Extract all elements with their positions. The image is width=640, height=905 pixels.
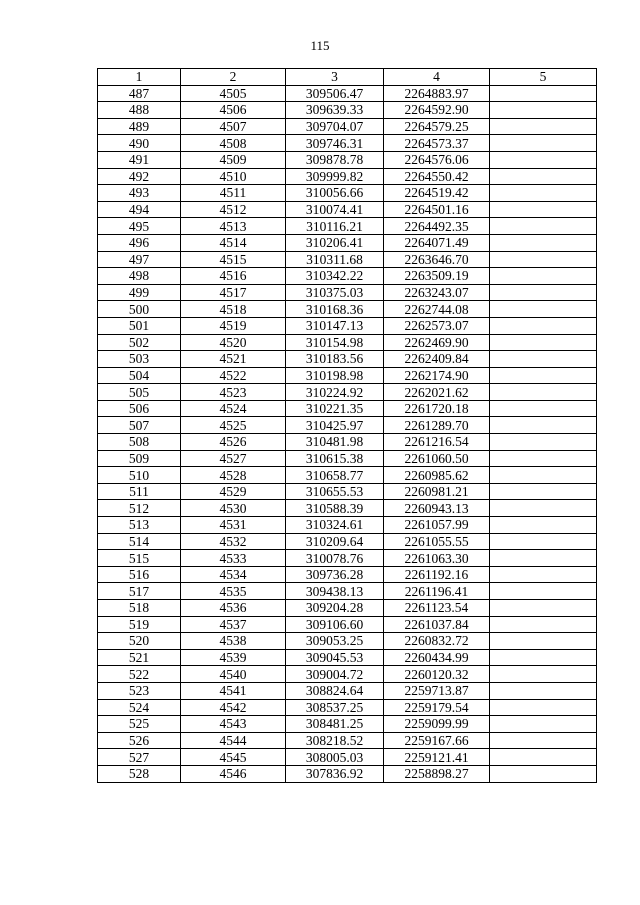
table-cell-col-1: 509 <box>98 450 181 467</box>
table-cell-col-3: 310324.61 <box>286 517 384 534</box>
table-cell-col-1: 487 <box>98 85 181 102</box>
table-row <box>98 533 597 550</box>
table-cell-col-2: 4520 <box>181 334 286 351</box>
table-row <box>98 367 597 384</box>
table-cell-col-3: 309506.47 <box>286 85 384 102</box>
table-cell-col-4: 2262744.08 <box>384 301 490 318</box>
table-cell-col-3: 310206.41 <box>286 234 384 251</box>
table-cell-col-5 <box>490 749 597 766</box>
header-col-4: 4 <box>384 69 490 86</box>
table-cell-col-3: 310116.21 <box>286 218 384 235</box>
table-row <box>98 666 597 683</box>
table-cell-col-4: 2262469.90 <box>384 334 490 351</box>
table-cell-col-4: 2260434.99 <box>384 649 490 666</box>
table-cell-col-2: 4542 <box>181 699 286 716</box>
table-cell-col-4: 2258898.27 <box>384 765 490 782</box>
table-cell-col-5 <box>490 533 597 550</box>
table-cell-col-1: 499 <box>98 284 181 301</box>
table-cell-col-2: 4535 <box>181 583 286 600</box>
table-cell-col-3: 310311.68 <box>286 251 384 268</box>
table-cell-col-3: 310168.36 <box>286 301 384 318</box>
table-cell-col-3: 310154.98 <box>286 334 384 351</box>
table-row <box>98 566 597 583</box>
table-cell-col-5 <box>490 467 597 484</box>
table-cell-col-5 <box>490 682 597 699</box>
table-cell-col-1: 517 <box>98 583 181 600</box>
table-cell-col-5 <box>490 649 597 666</box>
table-cell-col-4: 2263646.70 <box>384 251 490 268</box>
table-cell-col-4: 2264592.90 <box>384 102 490 119</box>
table-cell-col-4: 2261192.16 <box>384 566 490 583</box>
table-row <box>98 682 597 699</box>
table-row <box>98 400 597 417</box>
coordinates-table <box>97 68 597 783</box>
table-cell-col-4: 2261037.84 <box>384 616 490 633</box>
table-row <box>98 201 597 218</box>
table-cell-col-2: 4539 <box>181 649 286 666</box>
table-cell-col-4: 2264883.97 <box>384 85 490 102</box>
header-row <box>98 69 597 86</box>
table-cell-col-1: 494 <box>98 201 181 218</box>
table-cell-col-3: 310198.98 <box>286 367 384 384</box>
table-cell-col-4: 2259121.41 <box>384 749 490 766</box>
table-row <box>98 517 597 534</box>
table-cell-col-5 <box>490 600 597 617</box>
table-cell-col-1: 500 <box>98 301 181 318</box>
table-cell-col-3: 310209.64 <box>286 533 384 550</box>
table-cell-col-4: 2262573.07 <box>384 317 490 334</box>
table-cell-col-3: 307836.92 <box>286 765 384 782</box>
table-cell-col-3: 309106.60 <box>286 616 384 633</box>
table-row <box>98 185 597 202</box>
table-cell-col-2: 4546 <box>181 765 286 782</box>
table-row <box>98 351 597 368</box>
table-cell-col-2: 4527 <box>181 450 286 467</box>
table-cell-col-1: 522 <box>98 666 181 683</box>
table-cell-col-2: 4509 <box>181 151 286 168</box>
table-cell-col-4: 2259713.87 <box>384 682 490 699</box>
table-cell-col-1: 498 <box>98 268 181 285</box>
table-cell-col-5 <box>490 483 597 500</box>
table-cell-col-3: 310183.56 <box>286 351 384 368</box>
table-cell-col-4: 2260832.72 <box>384 633 490 650</box>
table-cell-col-3: 309204.28 <box>286 600 384 617</box>
table-cell-col-1: 492 <box>98 168 181 185</box>
table-cell-col-4: 2261720.18 <box>384 400 490 417</box>
table-row <box>98 450 597 467</box>
table-cell-col-1: 521 <box>98 649 181 666</box>
table-row <box>98 168 597 185</box>
table-cell-col-4: 2264550.42 <box>384 168 490 185</box>
table-row <box>98 616 597 633</box>
table-cell-col-2: 4508 <box>181 135 286 152</box>
table-cell-col-2: 4544 <box>181 732 286 749</box>
table-cell-col-4: 2259179.54 <box>384 699 490 716</box>
table-row <box>98 649 597 666</box>
table-cell-col-5 <box>490 185 597 202</box>
table-cell-col-5 <box>490 118 597 135</box>
table-cell-col-3: 309053.25 <box>286 633 384 650</box>
table-cell-col-1: 496 <box>98 234 181 251</box>
table-cell-col-1: 497 <box>98 251 181 268</box>
table-cell-col-3: 310615.38 <box>286 450 384 467</box>
table-cell-col-2: 4533 <box>181 550 286 567</box>
table-cell-col-4: 2261216.54 <box>384 434 490 451</box>
table-cell-col-5 <box>490 367 597 384</box>
table-row <box>98 317 597 334</box>
table-cell-col-2: 4523 <box>181 384 286 401</box>
page-number: 115 <box>310 38 330 53</box>
table-cell-col-1: 505 <box>98 384 181 401</box>
table-cell-col-1: 507 <box>98 417 181 434</box>
table-cell-col-2: 4541 <box>181 682 286 699</box>
table-cell-col-5 <box>490 135 597 152</box>
table-cell-col-5 <box>490 234 597 251</box>
table-cell-col-3: 308481.25 <box>286 716 384 733</box>
table-cell-col-1: 489 <box>98 118 181 135</box>
table-cell-col-5 <box>490 168 597 185</box>
table-row <box>98 384 597 401</box>
table-cell-col-1: 511 <box>98 483 181 500</box>
table-cell-col-3: 310658.77 <box>286 467 384 484</box>
table-cell-col-2: 4506 <box>181 102 286 119</box>
table-cell-col-5 <box>490 500 597 517</box>
table-row <box>98 151 597 168</box>
table-cell-col-5 <box>490 102 597 119</box>
table-row <box>98 434 597 451</box>
table-row <box>98 268 597 285</box>
table-cell-col-2: 4537 <box>181 616 286 633</box>
table-cell-col-2: 4529 <box>181 483 286 500</box>
table-row <box>98 699 597 716</box>
table-cell-col-4: 2262409.84 <box>384 351 490 368</box>
table-cell-col-3: 310481.98 <box>286 434 384 451</box>
table-cell-col-2: 4518 <box>181 301 286 318</box>
table-cell-col-5 <box>490 550 597 567</box>
table-cell-col-1: 513 <box>98 517 181 534</box>
table-cell-col-2: 4528 <box>181 467 286 484</box>
table-cell-col-4: 2261196.41 <box>384 583 490 600</box>
table-cell-col-5 <box>490 218 597 235</box>
table-cell-col-5 <box>490 666 597 683</box>
table-cell-col-2: 4505 <box>181 85 286 102</box>
table-cell-col-4: 2261289.70 <box>384 417 490 434</box>
table-cell-col-5 <box>490 85 597 102</box>
table-cell-col-1: 515 <box>98 550 181 567</box>
table-cell-col-4: 2262174.90 <box>384 367 490 384</box>
table-cell-col-1: 519 <box>98 616 181 633</box>
table-cell-col-5 <box>490 616 597 633</box>
table-cell-col-3: 308218.52 <box>286 732 384 749</box>
table-cell-col-5 <box>490 351 597 368</box>
table-cell-col-2: 4510 <box>181 168 286 185</box>
table-cell-col-2: 4521 <box>181 351 286 368</box>
table-cell-col-1: 520 <box>98 633 181 650</box>
table-cell-col-3: 310425.97 <box>286 417 384 434</box>
table-cell-col-5 <box>490 732 597 749</box>
table-cell-col-2: 4540 <box>181 666 286 683</box>
table-row <box>98 732 597 749</box>
table-row <box>98 749 597 766</box>
table-cell-col-4: 2264519.42 <box>384 185 490 202</box>
table-cell-col-5 <box>490 284 597 301</box>
table-cell-col-3: 310342.22 <box>286 268 384 285</box>
table-cell-col-2: 4530 <box>181 500 286 517</box>
table-cell-col-1: 518 <box>98 600 181 617</box>
header-col-3: 3 <box>286 69 384 86</box>
table-cell-col-3: 309004.72 <box>286 666 384 683</box>
table-row <box>98 765 597 782</box>
table-cell-col-2: 4507 <box>181 118 286 135</box>
table-cell-col-3: 308005.03 <box>286 749 384 766</box>
table-cell-col-1: 523 <box>98 682 181 699</box>
table-cell-col-3: 310588.39 <box>286 500 384 517</box>
table-cell-col-1: 516 <box>98 566 181 583</box>
table-row <box>98 102 597 119</box>
table-cell-col-3: 309999.82 <box>286 168 384 185</box>
table-cell-col-3: 309746.31 <box>286 135 384 152</box>
table-cell-col-4: 2264573.37 <box>384 135 490 152</box>
table-cell-col-3: 309878.78 <box>286 151 384 168</box>
table-cell-col-2: 4532 <box>181 533 286 550</box>
table-cell-col-1: 502 <box>98 334 181 351</box>
table-row <box>98 417 597 434</box>
table-cell-col-1: 514 <box>98 533 181 550</box>
table-cell-col-4: 2263243.07 <box>384 284 490 301</box>
table-cell-col-3: 308537.25 <box>286 699 384 716</box>
table-cell-col-5 <box>490 517 597 534</box>
header-col-2: 2 <box>181 69 286 86</box>
table-cell-col-3: 309045.53 <box>286 649 384 666</box>
table-header <box>98 69 597 86</box>
table-cell-col-4: 2260943.13 <box>384 500 490 517</box>
table-cell-col-1: 495 <box>98 218 181 235</box>
table-cell-col-5 <box>490 633 597 650</box>
table-cell-col-5 <box>490 301 597 318</box>
table-cell-col-3: 310655.53 <box>286 483 384 500</box>
table-cell-col-4: 2264501.16 <box>384 201 490 218</box>
table-cell-col-2: 4543 <box>181 716 286 733</box>
table-row <box>98 500 597 517</box>
table-cell-col-4: 2264071.49 <box>384 234 490 251</box>
table-cell-col-1: 490 <box>98 135 181 152</box>
table-cell-col-2: 4517 <box>181 284 286 301</box>
table-cell-col-1: 527 <box>98 749 181 766</box>
table-cell-col-3: 310074.41 <box>286 201 384 218</box>
table-cell-col-2: 4515 <box>181 251 286 268</box>
table-cell-col-2: 4526 <box>181 434 286 451</box>
table-cell-col-2: 4531 <box>181 517 286 534</box>
table-cell-col-4: 2264576.06 <box>384 151 490 168</box>
table-cell-col-5 <box>490 450 597 467</box>
table-cell-col-1: 510 <box>98 467 181 484</box>
table-cell-col-4: 2262021.62 <box>384 384 490 401</box>
table-body <box>98 85 597 782</box>
table-cell-col-2: 4514 <box>181 234 286 251</box>
table-cell-col-4: 2263509.19 <box>384 268 490 285</box>
table-cell-col-1: 504 <box>98 367 181 384</box>
table-cell-col-5 <box>490 317 597 334</box>
table-cell-col-2: 4522 <box>181 367 286 384</box>
table-cell-col-4: 2261123.54 <box>384 600 490 617</box>
table-cell-col-2: 4516 <box>181 268 286 285</box>
table-cell-col-3: 309438.13 <box>286 583 384 600</box>
header-col-5: 5 <box>490 69 597 86</box>
table-row <box>98 583 597 600</box>
table-row <box>98 467 597 484</box>
table-cell-col-5 <box>490 400 597 417</box>
table-cell-col-1: 488 <box>98 102 181 119</box>
table-cell-col-4: 2259099.99 <box>384 716 490 733</box>
table-cell-col-3: 310078.76 <box>286 550 384 567</box>
table-cell-col-1: 528 <box>98 765 181 782</box>
table-cell-col-4: 2260981.21 <box>384 483 490 500</box>
table-cell-col-4: 2261055.55 <box>384 533 490 550</box>
table-cell-col-5 <box>490 201 597 218</box>
table-cell-col-5 <box>490 151 597 168</box>
table-row <box>98 251 597 268</box>
table-cell-col-3: 309704.07 <box>286 118 384 135</box>
table-cell-col-5 <box>490 251 597 268</box>
table-cell-col-1: 526 <box>98 732 181 749</box>
table-row <box>98 118 597 135</box>
table-row <box>98 234 597 251</box>
table-cell-col-4: 2260985.62 <box>384 467 490 484</box>
table-cell-col-2: 4512 <box>181 201 286 218</box>
table-cell-col-2: 4524 <box>181 400 286 417</box>
table-row <box>98 600 597 617</box>
table-cell-col-1: 501 <box>98 317 181 334</box>
table-row <box>98 550 597 567</box>
table-cell-col-1: 491 <box>98 151 181 168</box>
table-cell-col-5 <box>490 566 597 583</box>
table-cell-col-5 <box>490 716 597 733</box>
table-row <box>98 716 597 733</box>
table-cell-col-5 <box>490 434 597 451</box>
table-cell-col-1: 512 <box>98 500 181 517</box>
table-cell-col-1: 493 <box>98 185 181 202</box>
table-cell-col-4: 2264492.35 <box>384 218 490 235</box>
table-cell-col-5 <box>490 268 597 285</box>
table-row <box>98 633 597 650</box>
table-cell-col-5 <box>490 699 597 716</box>
table-cell-col-2: 4545 <box>181 749 286 766</box>
table-cell-col-5 <box>490 765 597 782</box>
table-cell-col-2: 4534 <box>181 566 286 583</box>
table-cell-col-5 <box>490 334 597 351</box>
table-cell-col-3: 309736.28 <box>286 566 384 583</box>
table-cell-col-3: 310056.66 <box>286 185 384 202</box>
table-cell-col-4: 2261060.50 <box>384 450 490 467</box>
table-cell-col-2: 4513 <box>181 218 286 235</box>
table-cell-col-1: 503 <box>98 351 181 368</box>
table-cell-col-4: 2264579.25 <box>384 118 490 135</box>
table-row <box>98 483 597 500</box>
table-cell-col-1: 525 <box>98 716 181 733</box>
table-cell-col-3: 310221.35 <box>286 400 384 417</box>
table-row <box>98 301 597 318</box>
table-row <box>98 284 597 301</box>
table-cell-col-2: 4538 <box>181 633 286 650</box>
table-row <box>98 218 597 235</box>
table-cell-col-4: 2261057.99 <box>384 517 490 534</box>
table-cell-col-2: 4536 <box>181 600 286 617</box>
table-cell-col-2: 4511 <box>181 185 286 202</box>
table-cell-col-3: 310375.03 <box>286 284 384 301</box>
table-cell-col-5 <box>490 417 597 434</box>
table-cell-col-3: 310224.92 <box>286 384 384 401</box>
table-cell-col-1: 506 <box>98 400 181 417</box>
table-cell-col-4: 2259167.66 <box>384 732 490 749</box>
table-cell-col-4: 2261063.30 <box>384 550 490 567</box>
header-col-1: 1 <box>98 69 181 86</box>
table-row <box>98 334 597 351</box>
table-row <box>98 85 597 102</box>
table-cell-col-1: 524 <box>98 699 181 716</box>
table-cell-col-5 <box>490 384 597 401</box>
table-cell-col-4: 2260120.32 <box>384 666 490 683</box>
table-cell-col-3: 309639.33 <box>286 102 384 119</box>
table-cell-col-1: 508 <box>98 434 181 451</box>
table-cell-col-3: 310147.13 <box>286 317 384 334</box>
table-cell-col-2: 4525 <box>181 417 286 434</box>
table-cell-col-3: 308824.64 <box>286 682 384 699</box>
table-row <box>98 135 597 152</box>
table-cell-col-2: 4519 <box>181 317 286 334</box>
table-cell-col-5 <box>490 583 597 600</box>
